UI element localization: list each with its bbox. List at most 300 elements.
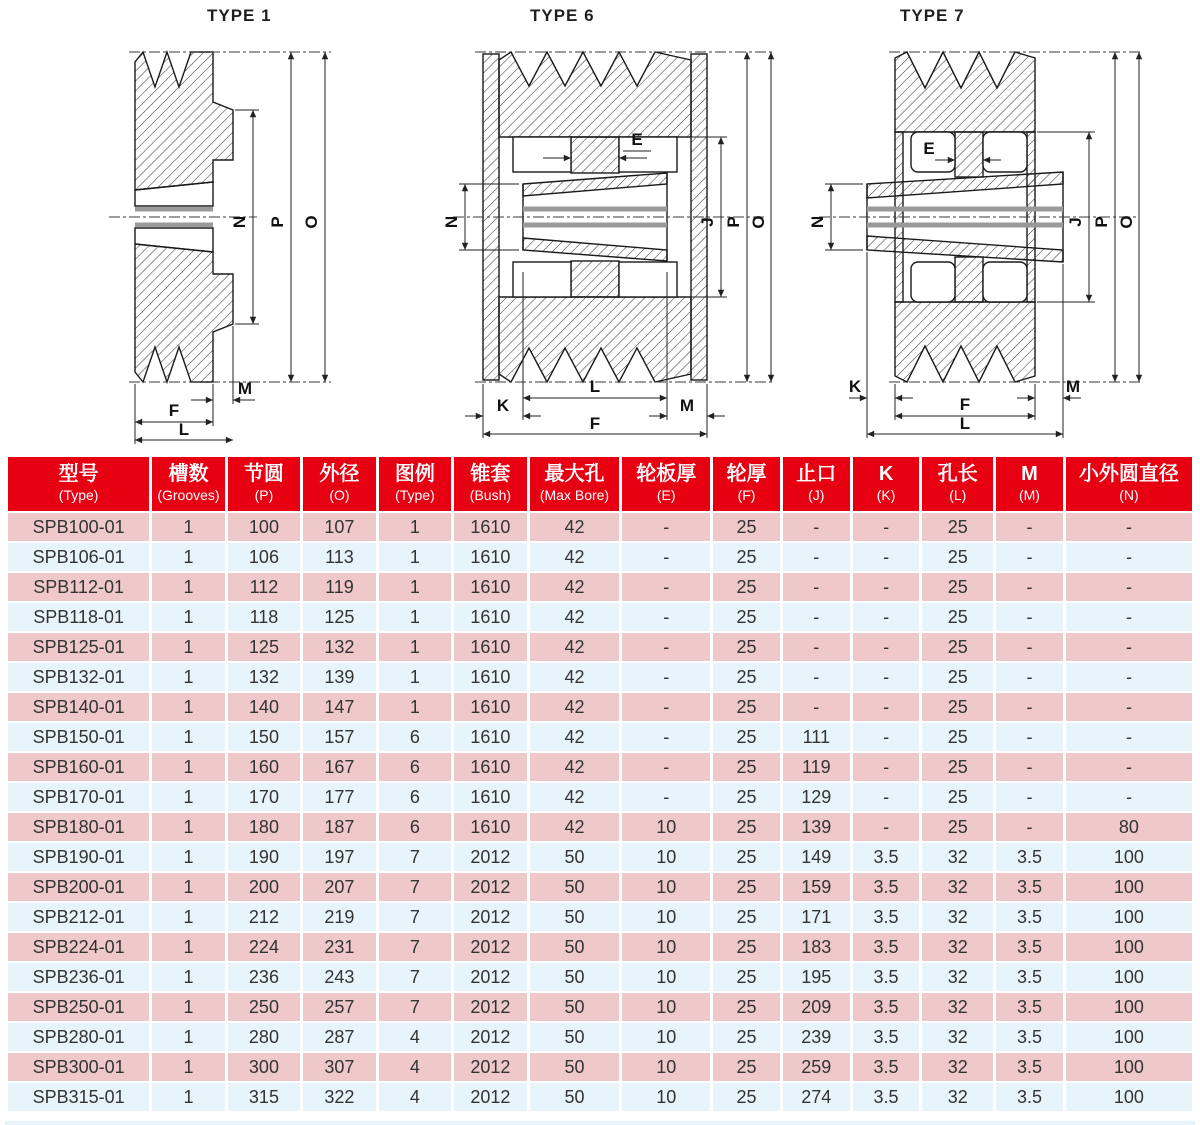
diagrams-section (0, 0, 1200, 455)
table-cell: 3.5 (996, 903, 1063, 931)
table-cell: - (1066, 753, 1192, 781)
table-cell: 1 (152, 1083, 224, 1111)
table-row (8, 1083, 1192, 1111)
column-header-cn: 孔长 (937, 463, 978, 485)
table-cell: 32 (922, 1053, 993, 1081)
table-cell: 25 (713, 573, 780, 601)
table-cell: 280 (228, 1023, 300, 1051)
table-cell: 119 (783, 753, 850, 781)
table-cell: 100 (1066, 873, 1192, 901)
table-cell: 236 (228, 963, 300, 991)
table-cell: 7 (379, 843, 451, 871)
table-cell: 1 (152, 873, 224, 901)
column-header (622, 457, 710, 511)
column-header (303, 457, 375, 511)
table-cell: 42 (530, 723, 620, 751)
table-cell: - (783, 663, 850, 691)
table-cell: 25 (713, 753, 780, 781)
table-cell: 300 (228, 1053, 300, 1081)
table-cell: 7 (379, 993, 451, 1021)
table-cell: 6 (379, 813, 451, 841)
column-header-cn: 轮板厚 (636, 463, 697, 485)
table-cell: 3.5 (996, 873, 1063, 901)
table-cell: 1610 (454, 603, 526, 631)
table-cell: 1610 (454, 633, 526, 661)
column-header-en: (Max Bore) (539, 487, 610, 503)
table-cell: 322 (303, 1083, 375, 1111)
table-cell: 10 (622, 993, 710, 1021)
table-cell: 224 (228, 933, 300, 961)
table-cell: - (622, 663, 710, 691)
diagram-title: TYPE 7 (900, 6, 965, 25)
table-cell: 25 (713, 1083, 780, 1111)
table-cell: - (996, 783, 1063, 811)
table-cell: 150 (228, 723, 300, 751)
table-row (8, 873, 1192, 901)
dim-label-P: P (724, 216, 743, 228)
column-header-cn: 止口 (796, 463, 837, 485)
diagram-type-7 (805, 6, 1150, 447)
column-header (8, 457, 149, 511)
table-cell: 10 (622, 843, 710, 871)
table-cell: 25 (713, 993, 780, 1021)
table-cell: 6 (379, 783, 451, 811)
table-cell: SPB224-01 (8, 933, 149, 961)
table-cell: 170 (228, 783, 300, 811)
table-cell: 315 (228, 1083, 300, 1111)
table-row (8, 573, 1192, 601)
table-cell: SPB212-01 (8, 903, 149, 931)
table-cell: 112 (228, 573, 300, 601)
table-cell: 1 (152, 753, 224, 781)
table-cell: SPB236-01 (8, 963, 149, 991)
table-cell: 180 (228, 813, 300, 841)
column-header (379, 457, 451, 511)
table-cell: 243 (303, 963, 375, 991)
column-header-en: (P) (254, 487, 274, 503)
table-cell: 3.5 (853, 963, 920, 991)
table-cell: - (996, 603, 1063, 631)
table-cell: - (622, 753, 710, 781)
table-cell: 6 (379, 753, 451, 781)
table-cell: - (1066, 573, 1192, 601)
table-cell: - (853, 663, 920, 691)
table-cell: 42 (530, 663, 620, 691)
table-cell: 1 (379, 603, 451, 631)
column-header-en: (Grooves) (157, 487, 220, 503)
table-cell: - (853, 573, 920, 601)
table-cell: 32 (922, 933, 993, 961)
table-cell: 1610 (454, 723, 526, 751)
table-cell: 1610 (454, 783, 526, 811)
table-cell: 1 (152, 993, 224, 1021)
table-cell: 10 (622, 1053, 710, 1081)
table-cell: - (996, 513, 1063, 541)
table-row (8, 903, 1192, 931)
table-cell: SPB132-01 (8, 663, 149, 691)
table-cell: 3.5 (996, 993, 1063, 1021)
dim-label-E: E (923, 139, 935, 158)
table-cell: 25 (713, 1053, 780, 1081)
table-cell: 7 (379, 963, 451, 991)
table-cell: 139 (303, 663, 375, 691)
table-cell: - (1066, 633, 1192, 661)
table-row (8, 1023, 1192, 1051)
table-row (8, 963, 1192, 991)
table-cell: - (1066, 663, 1192, 691)
dim-label-L: L (959, 414, 971, 433)
table-cell: 100 (1066, 1023, 1192, 1051)
table-cell: 1 (379, 513, 451, 541)
dim-label-F: F (168, 401, 180, 420)
table-cell: 239 (783, 1023, 850, 1051)
table-cell: 183 (783, 933, 850, 961)
table-cell: 25 (922, 543, 993, 571)
table-cell: 171 (783, 903, 850, 931)
dim-label-K: K (848, 377, 862, 396)
partial-next-row (5, 1121, 1195, 1125)
table-cell: 4 (379, 1083, 451, 1111)
table-cell: 3.5 (853, 843, 920, 871)
column-header (1066, 457, 1192, 511)
table-cell: 140 (228, 693, 300, 721)
table-cell: 119 (303, 573, 375, 601)
table-cell: 190 (228, 843, 300, 871)
diagram-type-1 (95, 6, 415, 447)
table-cell: 1610 (454, 513, 526, 541)
table-cell: 32 (922, 1023, 993, 1051)
table-cell: 10 (622, 1083, 710, 1111)
table-cell: 2012 (454, 1053, 526, 1081)
table-cell: - (996, 633, 1063, 661)
table-cell: 32 (922, 1083, 993, 1111)
pulley-drawing-type-6 (435, 32, 780, 447)
table-cell: 3.5 (853, 993, 920, 1021)
table-cell: 1 (152, 603, 224, 631)
table-cell: SPB200-01 (8, 873, 149, 901)
table-cell: 100 (1066, 963, 1192, 991)
table-cell: 3.5 (996, 1053, 1063, 1081)
table-cell: 118 (228, 603, 300, 631)
table-cell: 1 (379, 633, 451, 661)
table-cell: 50 (530, 1053, 620, 1081)
table-cell: 25 (922, 723, 993, 751)
table-cell: SPB300-01 (8, 1053, 149, 1081)
table-cell: 10 (622, 933, 710, 961)
table-cell: 1 (152, 933, 224, 961)
table-cell: 132 (303, 633, 375, 661)
table-cell: 32 (922, 873, 993, 901)
dim-label-J: J (1066, 217, 1085, 227)
table-row (8, 633, 1192, 661)
table-cell: - (996, 753, 1063, 781)
table-cell: - (622, 603, 710, 631)
table-cell: 2012 (454, 873, 526, 901)
table-cell: 1 (152, 543, 224, 571)
table-cell: - (996, 813, 1063, 841)
table-cell: 42 (530, 693, 620, 721)
table-cell: 42 (530, 603, 620, 631)
table-cell: SPB106-01 (8, 543, 149, 571)
table-cell: 32 (922, 963, 993, 991)
table-cell: 200 (228, 873, 300, 901)
table-cell: 274 (783, 1083, 850, 1111)
table-cell: 149 (783, 843, 850, 871)
table-row (8, 753, 1192, 781)
column-header (228, 457, 300, 511)
table-cell: 42 (530, 783, 620, 811)
table-cell: SPB100-01 (8, 513, 149, 541)
diagram-title: TYPE 6 (530, 6, 595, 25)
column-header (922, 457, 993, 511)
column-header-en: (O) (329, 487, 350, 503)
table-cell: 259 (783, 1053, 850, 1081)
column-header-en: (M) (1018, 487, 1040, 503)
table-cell: 160 (228, 753, 300, 781)
dim-label-L: L (178, 420, 190, 439)
table-row (8, 843, 1192, 871)
dim-label-M: M (679, 396, 695, 415)
table-cell: 25 (713, 603, 780, 631)
dim-label-E: E (631, 130, 643, 149)
table-cell: - (1066, 783, 1192, 811)
table-cell: - (622, 543, 710, 571)
table-cell: 3.5 (853, 1023, 920, 1051)
table-cell: 50 (530, 963, 620, 991)
table-cell: 4 (379, 1053, 451, 1081)
table-cell: 1 (152, 573, 224, 601)
table-cell: 1 (379, 543, 451, 571)
table-cell: 207 (303, 873, 375, 901)
table-cell: 2012 (454, 1023, 526, 1051)
table-cell: 7 (379, 873, 451, 901)
table-row (8, 933, 1192, 961)
column-header-cn: 小外圆直径 (1078, 463, 1179, 485)
table-cell: 50 (530, 933, 620, 961)
table-cell: 3.5 (853, 1053, 920, 1081)
table-cell: 100 (1066, 1053, 1192, 1081)
table-cell: 25 (922, 693, 993, 721)
table-cell: 100 (1066, 933, 1192, 961)
table-cell: - (853, 723, 920, 751)
table-cell: 50 (530, 993, 620, 1021)
column-header-cn: 锥套 (470, 463, 511, 485)
table-cell: - (996, 693, 1063, 721)
table-cell: 10 (622, 873, 710, 901)
table-cell: 25 (922, 633, 993, 661)
column-header (853, 457, 920, 511)
table-cell: 2012 (454, 963, 526, 991)
table-cell: 1 (152, 633, 224, 661)
table-cell: 132 (228, 663, 300, 691)
pulley-drawing-type-1 (95, 32, 415, 447)
table-cell: 100 (1066, 1083, 1192, 1111)
table-cell: SPB112-01 (8, 573, 149, 601)
table-cell: - (622, 723, 710, 751)
table-cell: 187 (303, 813, 375, 841)
table-cell: 1 (152, 903, 224, 931)
table-cell: 2012 (454, 993, 526, 1021)
table-cell: 25 (713, 663, 780, 691)
table-cell: - (853, 603, 920, 631)
table-cell: 1610 (454, 663, 526, 691)
column-header-en: (Type) (58, 487, 99, 503)
table-cell: 2012 (454, 1083, 526, 1111)
dim-label-O: O (749, 215, 768, 229)
table-cell: 7 (379, 933, 451, 961)
table-cell: - (996, 723, 1063, 751)
table-cell: 1 (152, 963, 224, 991)
table-cell: - (783, 633, 850, 661)
table-cell: - (1066, 693, 1192, 721)
table-cell: - (783, 513, 850, 541)
table-row (8, 663, 1192, 691)
table-cell: 3.5 (853, 1083, 920, 1111)
column-header (530, 457, 620, 511)
table-cell: 42 (530, 573, 620, 601)
table-cell: 42 (530, 513, 620, 541)
table-cell: - (853, 813, 920, 841)
spec-table (5, 455, 1195, 1113)
table-cell: 32 (922, 903, 993, 931)
table-cell: 25 (713, 813, 780, 841)
table-row (8, 543, 1192, 571)
table-cell: 100 (228, 513, 300, 541)
dim-label-M: M (1065, 377, 1081, 396)
table-cell: 307 (303, 1053, 375, 1081)
table-cell: 250 (228, 993, 300, 1021)
dim-label-F: F (959, 395, 971, 414)
table-cell: 10 (622, 963, 710, 991)
table-body (8, 513, 1192, 1111)
table-cell: 100 (1066, 903, 1192, 931)
table-cell: - (622, 633, 710, 661)
table-cell: SPB140-01 (8, 693, 149, 721)
column-header-en: (Type) (395, 487, 435, 503)
table-cell: 1610 (454, 543, 526, 571)
column-header-cn: K (878, 463, 894, 485)
table-cell: 177 (303, 783, 375, 811)
table-row (8, 603, 1192, 631)
table-cell: 197 (303, 843, 375, 871)
dim-label-N: N (230, 215, 249, 229)
table-cell: 159 (783, 873, 850, 901)
table-cell: 25 (713, 1023, 780, 1051)
column-header-en: (F) (737, 487, 756, 503)
table-cell: 25 (713, 843, 780, 871)
table-cell: SPB160-01 (8, 753, 149, 781)
table-cell: 106 (228, 543, 300, 571)
table-cell: 125 (303, 603, 375, 631)
table-cell: 25 (713, 723, 780, 751)
column-header (152, 457, 224, 511)
table-cell: 287 (303, 1023, 375, 1051)
table-cell: 167 (303, 753, 375, 781)
table-cell: 139 (783, 813, 850, 841)
table-cell: 3.5 (996, 1023, 1063, 1051)
table-cell: SPB118-01 (8, 603, 149, 631)
table-cell: - (1066, 543, 1192, 571)
table-cell: 1610 (454, 573, 526, 601)
table-cell: 25 (713, 693, 780, 721)
table-row (8, 813, 1192, 841)
column-header-en: (E) (656, 487, 676, 503)
table-cell: 1 (152, 693, 224, 721)
table-cell: - (622, 513, 710, 541)
table-cell: - (783, 693, 850, 721)
table-cell: SPB190-01 (8, 843, 149, 871)
table-cell: 10 (622, 813, 710, 841)
table-cell: - (622, 573, 710, 601)
table-cell: 1610 (454, 753, 526, 781)
table-cell: 25 (713, 903, 780, 931)
column-header-en: (N) (1119, 487, 1139, 503)
dim-label-N: N (442, 215, 461, 229)
table-cell: 7 (379, 903, 451, 931)
column-header-cn: M (1021, 463, 1038, 485)
table-cell: SPB315-01 (8, 1083, 149, 1111)
table-cell: 3.5 (996, 1083, 1063, 1111)
table-cell: SPB250-01 (8, 993, 149, 1021)
column-header-en: (J) (808, 487, 825, 503)
dim-label-L: L (589, 377, 601, 396)
table-cell: - (1066, 723, 1192, 751)
table-cell: 3.5 (853, 873, 920, 901)
table-cell: 231 (303, 933, 375, 961)
column-header-cn: 型号 (58, 463, 99, 485)
table-cell: 1610 (454, 813, 526, 841)
table-cell: 4 (379, 1023, 451, 1051)
table-cell: 1 (152, 1053, 224, 1081)
table-cell: 25 (713, 873, 780, 901)
table-cell: 113 (303, 543, 375, 571)
table-cell: 125 (228, 633, 300, 661)
table-cell: 25 (713, 783, 780, 811)
table-cell: 42 (530, 753, 620, 781)
table-cell: SPB170-01 (8, 783, 149, 811)
table-cell: 25 (713, 633, 780, 661)
table-cell: 2012 (454, 843, 526, 871)
table-cell: 25 (922, 813, 993, 841)
table-cell: 25 (713, 933, 780, 961)
pulley-drawing-type-7 (805, 32, 1150, 447)
table-cell: - (996, 543, 1063, 571)
table-cell: 1 (152, 663, 224, 691)
table-cell: 1 (379, 663, 451, 691)
table-cell: 2012 (454, 903, 526, 931)
table-cell: 2012 (454, 933, 526, 961)
column-header-cn: 节圆 (243, 463, 284, 485)
column-header-cn: 图例 (394, 463, 435, 485)
table-cell: 25 (713, 543, 780, 571)
table-cell: 25 (922, 603, 993, 631)
table-cell: 25 (922, 663, 993, 691)
table-cell: 80 (1066, 813, 1192, 841)
dim-label-K: K (496, 396, 510, 415)
dim-label-P: P (268, 216, 287, 228)
table-cell: 1 (152, 723, 224, 751)
table-cell: 50 (530, 1023, 620, 1051)
table-cell: 32 (922, 843, 993, 871)
dim-label-M: M (237, 379, 253, 398)
table-cell: - (622, 693, 710, 721)
table-cell: 1 (152, 843, 224, 871)
table-cell: 1 (152, 813, 224, 841)
dim-label-F: F (589, 414, 601, 433)
table-cell: 10 (622, 1023, 710, 1051)
table-cell: 1 (379, 573, 451, 601)
column-header (783, 457, 850, 511)
